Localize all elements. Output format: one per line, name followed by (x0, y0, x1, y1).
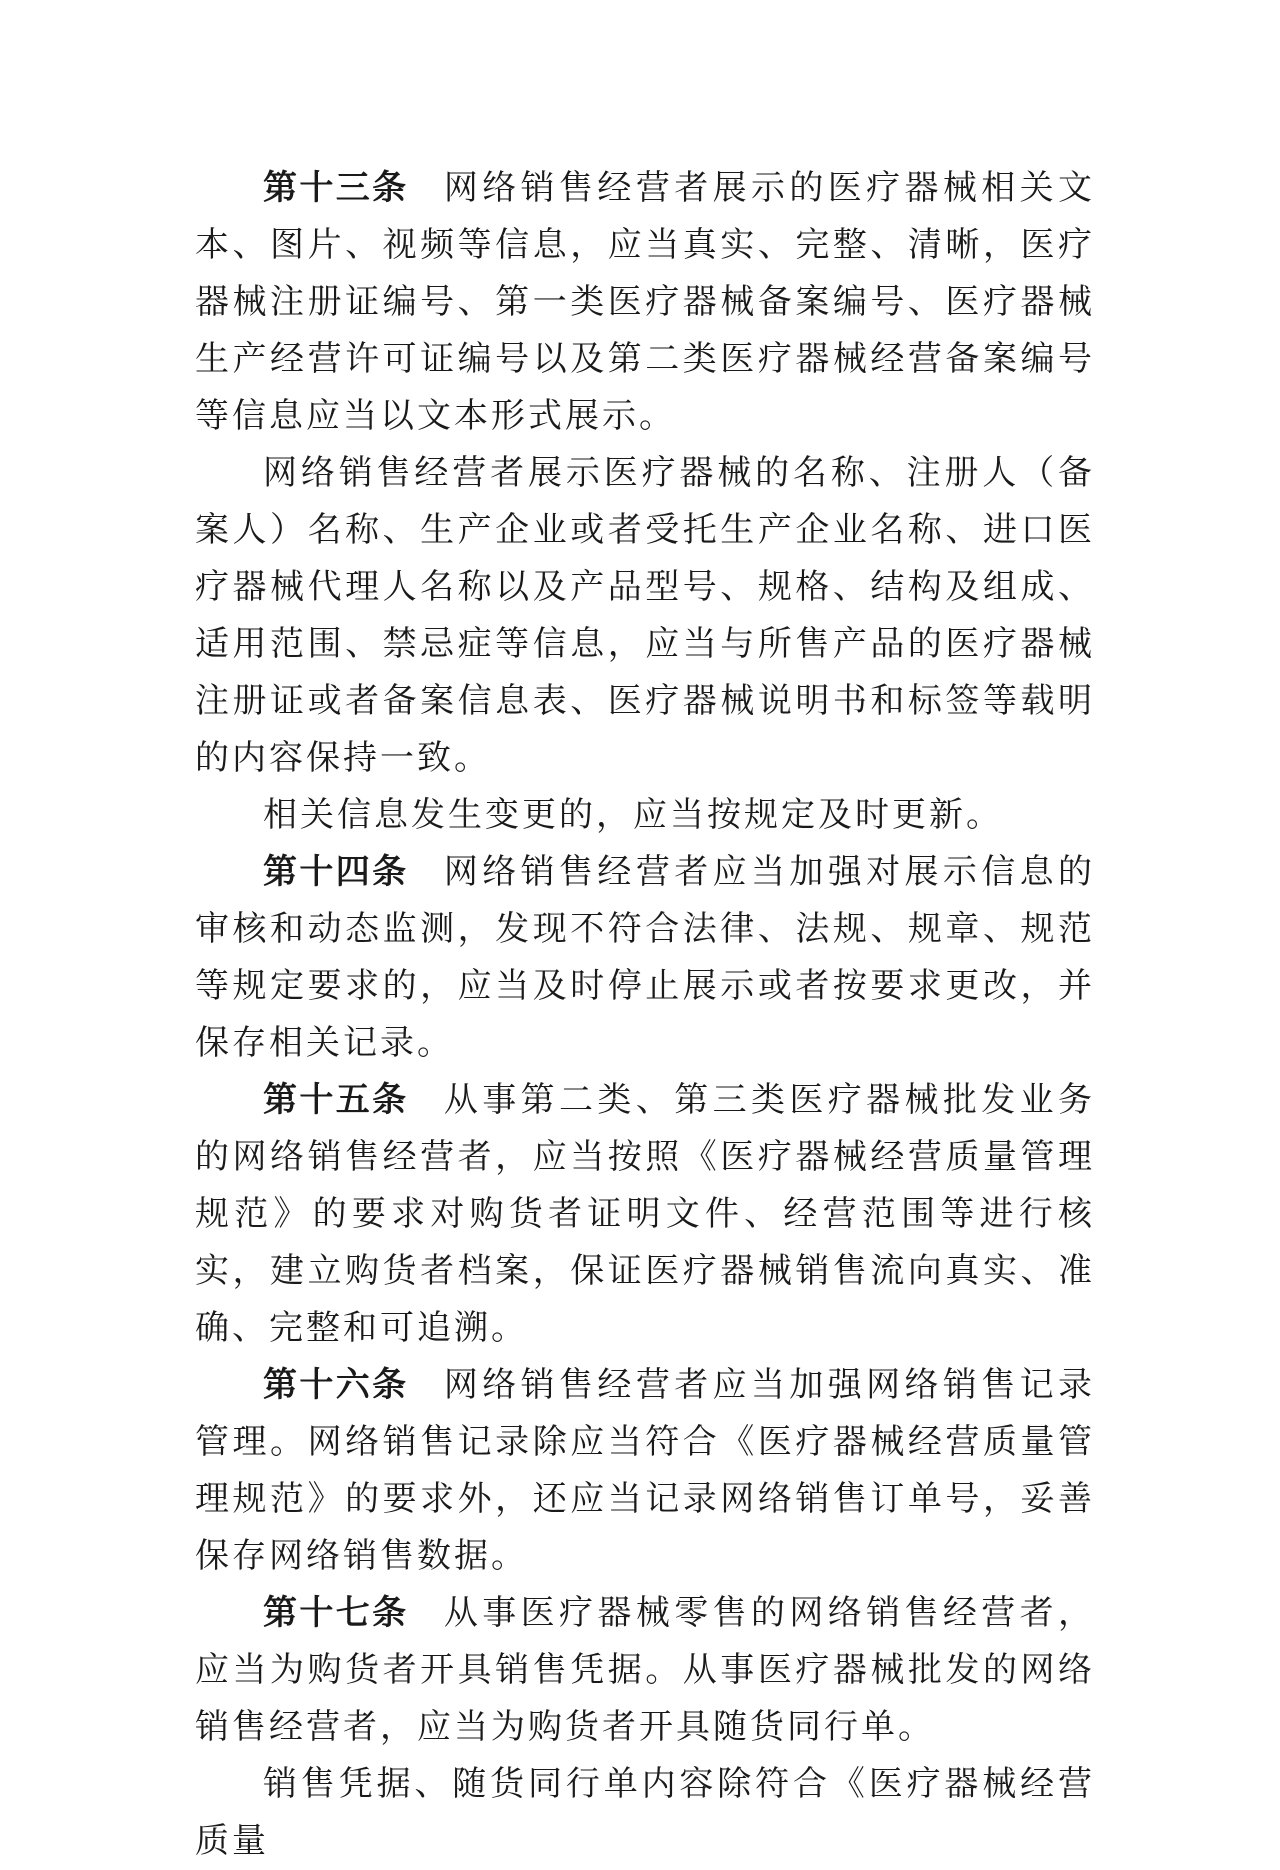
paragraph-article-17-receipt (195, 1756, 1095, 1870)
paragraph-text: 销售凭据、随货同行单内容除符合《医疗器械经营质量 (195, 1764, 1095, 1861)
article-label: 第十五条 (263, 1080, 409, 1120)
document-page (195, 160, 1095, 1870)
paragraph-article-15 (195, 1072, 1095, 1357)
paragraph-text: 从事第二类、第三类医疗器械批发业务的网络销售经营者，应当按照《医疗器械经营质量管理规范》的要求对购货者证明文件、经营范围等进行核实，建立购货者档案，保证医疗器械销售流向真实、准确、完整和可追溯。 (195, 1080, 1096, 1348)
paragraph-text: 从事医疗器械零售的网络销售经营者，应当为购货者开具销售凭据。从事医疗器械批发的网络销售经营者，应当为购货者开具随货同行单。 (195, 1593, 1096, 1747)
paragraph-text: 网络销售经营者展示医疗器械的名称、注册人（备案人）名称、生产企业或者受托生产企业名称、进口医疗器械代理人名称以及产品型号、规格、结构及组成、适用范围、禁忌症等信息，应当与所售产品的医疗器械注册证或者备案信息表、医疗器械说明书和标签等载明的内容保持一致。 (195, 453, 1095, 778)
paragraph-text: 网络销售经营者应当加强对展示信息的审核和动态监测，发现不符合法律、法规、规章、规范等规定要求的，应当及时停止展示或者按要求更改，并保存相关记录。 (195, 852, 1096, 1063)
paragraph-article-13 (195, 160, 1095, 445)
paragraph-article-17 (195, 1585, 1095, 1756)
paragraph-article-14 (195, 844, 1095, 1072)
article-label: 第十七条 (263, 1593, 409, 1633)
paragraph-article-16 (195, 1357, 1095, 1585)
article-label: 第十四条 (263, 852, 409, 892)
paragraph-article-13-update (195, 787, 1095, 844)
article-label: 第十六条 (263, 1365, 409, 1405)
paragraph-article-13-display (195, 445, 1095, 787)
article-label: 第十三条 (263, 168, 409, 208)
paragraph-text: 网络销售经营者展示的医疗器械相关文本、图片、视频等信息，应当真实、完整、清晰，医疗器械注册证编号、第一类医疗器械备案编号、医疗器械生产经营许可证编号以及第二类医疗器械经营备案编号等信息应当以文本形式展示。 (195, 168, 1096, 436)
paragraph-text: 网络销售经营者应当加强网络销售记录管理。网络销售记录除应当符合《医疗器械经营质量管理规范》的要求外，还应当记录网络销售订单号，妥善保存网络销售数据。 (195, 1365, 1096, 1576)
paragraph-text: 相关信息发生变更的，应当按规定及时更新。 (263, 795, 1003, 835)
